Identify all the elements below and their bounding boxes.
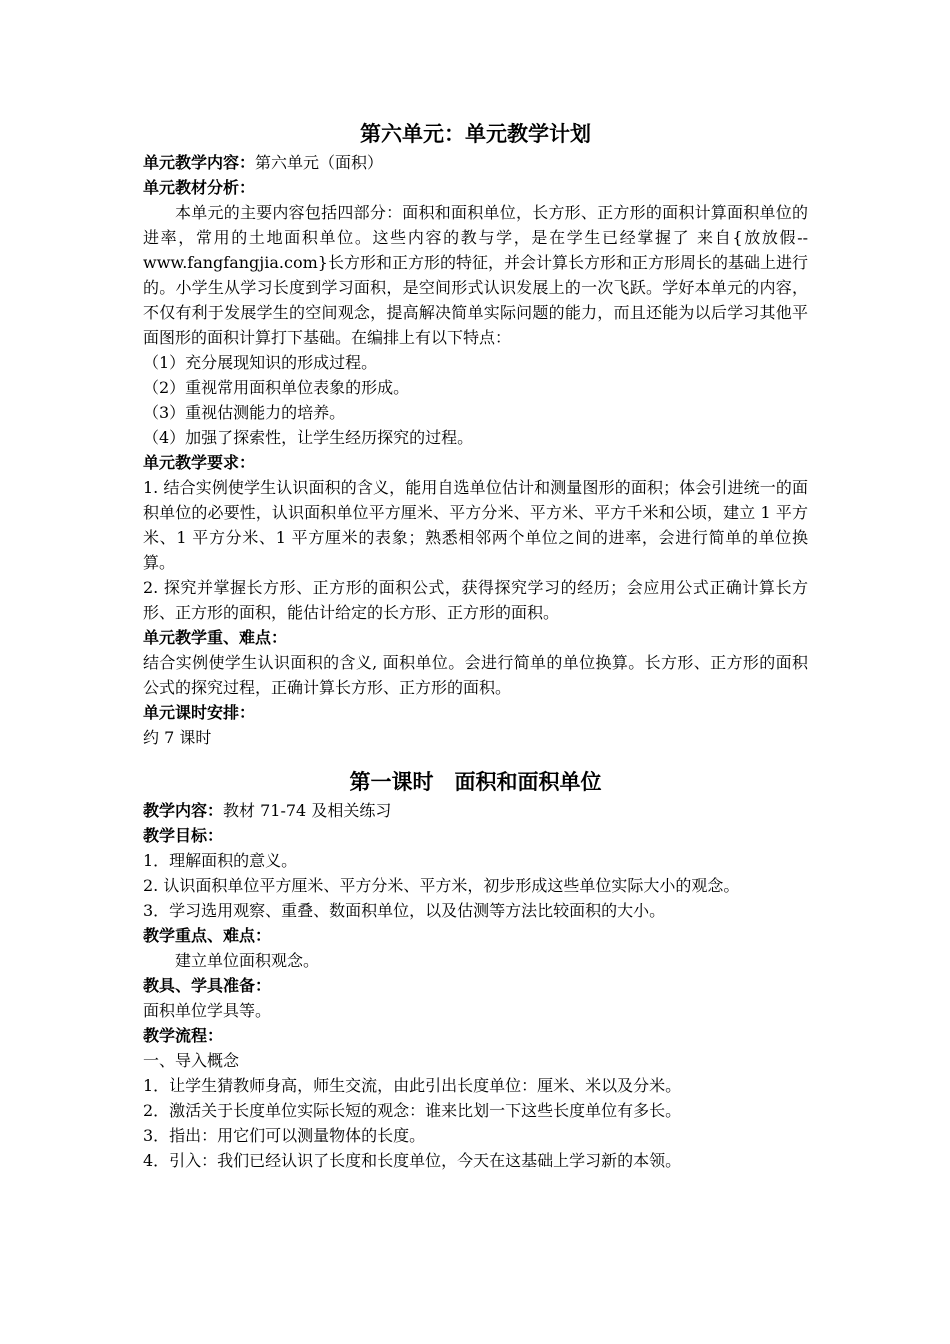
unit-keypoints-label: 单元教学重、难点： — [143, 628, 288, 647]
lesson1-tools-label: 教具、学具准备： — [143, 976, 272, 995]
feature-item: （2）重视常用面积单位表象的形成。 — [143, 378, 410, 397]
process-step: 3．指出：用它们可以测量物体的长度。 — [143, 1126, 426, 1145]
process-step: 4．引入：我们已经认识了长度和长度单位，今天在这基础上学习新的本领。 — [143, 1151, 682, 1170]
goal-item: 3．学习选用观察、重叠、数面积单位，以及估测等方法比较面积的大小。 — [143, 901, 666, 920]
lesson1-tools-text: 面积单位学具等。 — [143, 1001, 272, 1020]
lesson1-process-section: 一、导入概念 — [143, 1051, 240, 1070]
feature-item: （3）重视估测能力的培养。 — [143, 403, 346, 422]
unit-analysis-label: 单元教材分析： — [143, 178, 256, 197]
unit-keypoints-text: 结合实例使学生认识面积的含义, 面积单位。会进行简单的单位换算。长方形、正方形的面积公式的探究过程，正确计算长方形、正方形的面积。 — [143, 653, 808, 697]
document-page — [143, 118, 808, 1173]
process-step: 1．让学生猜教师身高，师生交流，由此引出长度单位：厘米、米以及分米。 — [143, 1076, 682, 1095]
lesson1-process-label: 教学流程： — [143, 1026, 224, 1045]
lesson1-goals-label: 教学目标： — [143, 826, 224, 845]
goal-item: 1．理解面积的意义。 — [143, 851, 298, 870]
goal-item: 2. 认识面积单位平方厘米、平方分米、平方米，初步形成这些单位实际大小的观念。 — [143, 876, 740, 895]
unit-schedule-text: 约 7 课时 — [143, 728, 212, 747]
unit-requirements-label: 单元教学要求： — [143, 453, 256, 472]
lesson1-content-label: 教学内容： — [143, 801, 224, 820]
feature-item: （4）加强了探索性，让学生经历探究的过程。 — [143, 428, 474, 447]
unit-analysis-text: 本单元的主要内容包括四部分：面积和面积单位，长方形、正方形的面积计算面积单位的进率，常用的土地面积单位。这些内容的教与学，是在学生已经掌握了 来自{放放假--www.fangfangjia.com}长方形和正方形的特征，并会计算长方形和正方形周长的基础上进行的。小学生从学习长度到学习面积，是空间形式认识发展上的一次飞跃。学好本单元的内容，不仅有利于发展学生的空间观念，提高解决简单实际问题的能力，而且还能为以后学习其他平面图形的面积计算打下基础。在编排上有以下特点： — [143, 203, 808, 347]
unit-schedule-label: 单元课时安排： — [143, 703, 256, 722]
lesson1-keypoints-label: 教学重点、难点： — [143, 926, 272, 945]
lesson1-content-line — [143, 798, 808, 823]
lesson1-content-value: 教材 71-74 及相关练习 — [223, 801, 392, 820]
unit-content-line — [143, 150, 808, 175]
lesson1-keypoints-text: 建立单位面积观念。 — [175, 951, 320, 970]
unit-content-value: 第六单元（面积） — [255, 153, 384, 172]
unit-content-label: 单元教学内容： — [143, 153, 256, 172]
lesson1-title: 第一课时 面积和面积单位 — [349, 769, 602, 794]
requirement-item: 1. 结合实例使学生认识面积的含义，能用自选单位估计和测量图形的面积；体会引进统一的面积单位的必要性，认识面积单位平方厘米、平方分米、平方米、平方千米和公顷，建立 1 平方米、1 平方分米、1 平方厘米的表象；熟悉相邻两个单位之间的进率，会进行简单的单位换算。 — [143, 478, 808, 572]
feature-item: （1）充分展现知识的形成过程。 — [143, 353, 378, 372]
process-step: 2．激活关于长度单位实际长短的观念：谁来比划一下这些长度单位有多长。 — [143, 1101, 682, 1120]
requirement-item: 2. 探究并掌握长方形、正方形的面积公式，获得探究学习的经历；会应用公式正确计算长方形、正方形的面积，能估计给定的长方形、正方形的面积。 — [143, 578, 808, 622]
unit-title: 第六单元：单元教学计划 — [360, 121, 591, 146]
